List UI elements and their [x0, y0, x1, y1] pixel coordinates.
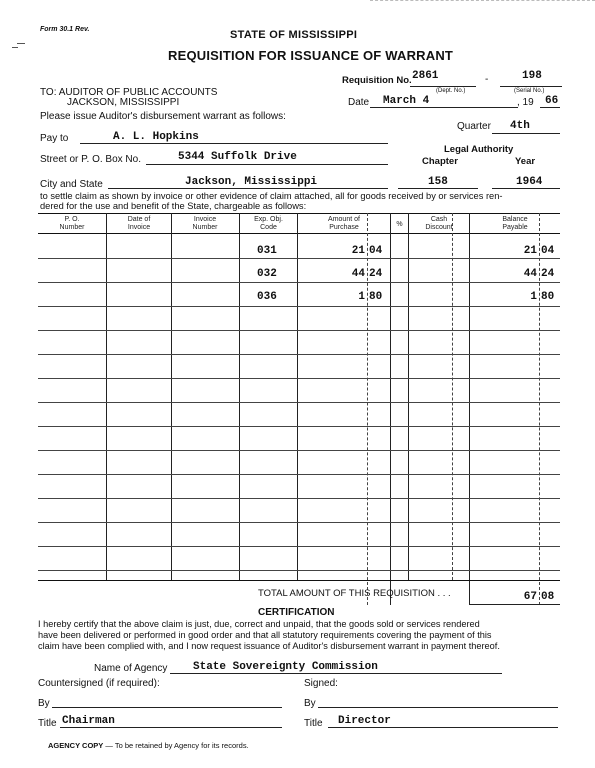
quarter-label: Quarter [457, 121, 491, 132]
legal-year-line [492, 188, 560, 189]
agency-copy-note: — To be retained by Agency for its records. [103, 741, 249, 750]
title-label-right: Title [304, 718, 323, 729]
table-row-line [38, 306, 560, 307]
title-label-left: Title [38, 718, 57, 729]
date-line [370, 107, 518, 108]
table-row-line [38, 354, 560, 355]
certification-title: CERTIFICATION [258, 607, 335, 618]
street-line [146, 164, 388, 165]
row-exp-code: 032 [257, 268, 277, 280]
total-dollars: 67 [523, 591, 537, 603]
header-date-of-invoice: Date of Invoice [127, 216, 151, 231]
row-balance-dollars: 1 [530, 291, 537, 303]
requisition-label: Requisition No. [342, 75, 412, 86]
certification-line3: claim have been complied with, and I now request issuance of Auditor's disbursement warrant in payment thereof. [38, 641, 500, 651]
by-label-left: By [38, 698, 50, 709]
row-amount-dollars: 1 [358, 291, 365, 303]
pay-to-label: Pay to [40, 133, 69, 144]
total-cents: 08 [541, 591, 555, 603]
pay-to-value: A. L. Hopkins [113, 131, 199, 143]
form-title: REQUISITION FOR ISSUANCE OF WARRANT [168, 48, 454, 63]
row-balance-cents: 24 [541, 268, 555, 280]
dept-no-line [410, 86, 476, 87]
col-divider [171, 213, 172, 580]
serial-no-line [500, 86, 562, 87]
table-header-border [38, 233, 560, 234]
street-label: Street or P. O. Box No. [40, 154, 141, 165]
col-divider [106, 213, 107, 580]
col-divider [408, 213, 409, 580]
left-title-value: Chairman [62, 715, 115, 727]
row-amount-dollars: 21 [351, 245, 365, 257]
header-amount-of-purchase: Amount of Purchase [328, 216, 360, 231]
by-line-right [318, 707, 558, 708]
table-row-line [38, 426, 560, 427]
table-row-line [38, 570, 560, 571]
signed-label: Signed: [304, 678, 338, 689]
table-row-line [38, 498, 560, 499]
row-balance-dollars: 44 [523, 268, 537, 280]
settle-text-line2: dered for the use and benefit of the State, chargeable as follows: [40, 201, 307, 211]
date-month-day: March 4 [383, 95, 430, 107]
dept-no-caption: (Dept. No.) [436, 88, 466, 94]
form-number: Form 30.1 Rev. [40, 26, 90, 33]
row-amount-cents: 24 [369, 268, 383, 280]
year-label: Year [515, 156, 536, 167]
table-row-line [38, 378, 560, 379]
table-row-line [38, 546, 560, 547]
date-year-suffix: 66 [545, 95, 559, 107]
certification-line2: have been delivered or performed in good order and that all statutory requirements covering the payment of this [38, 630, 492, 640]
requisition-dash: - [485, 74, 489, 85]
addressee-line2: JACKSON, MISSISSIPPI [67, 97, 180, 108]
legal-year-value: 1964 [516, 176, 543, 188]
by-label-right: By [304, 698, 316, 709]
row-amount-cents: 80 [369, 291, 383, 303]
header-exp-obj-code: Exp. Obj. Code [254, 216, 283, 231]
agency-label: Name of Agency [94, 663, 168, 674]
date-year-prefix: , 19 [517, 97, 534, 108]
right-title-value: Director [338, 715, 391, 727]
title-line-left [60, 727, 282, 728]
by-line-left [52, 707, 282, 708]
date-label: Date [348, 97, 370, 108]
row-balance-cents: 80 [541, 291, 555, 303]
table-row-line [38, 282, 560, 283]
agency-line [170, 673, 502, 674]
table-row-line [38, 402, 560, 403]
addressee-line1: TO: AUDITOR OF PUBLIC ACCOUNTS [40, 87, 218, 98]
total-label: TOTAL AMOUNT OF THIS REQUISITION . . . [258, 588, 451, 599]
serial-no-caption: (Serial No.) [514, 88, 545, 94]
chapter-value: 158 [428, 176, 448, 188]
row-exp-code: 036 [257, 291, 277, 303]
requisition-dept-no: 2861 [412, 70, 439, 82]
date-year-line [540, 107, 560, 108]
quarter-line [492, 133, 560, 134]
row-exp-code: 031 [257, 245, 277, 257]
countersigned-label: Countersigned (if required): [38, 678, 160, 689]
settle-text-line1: to settle claim as shown by invoice or other evidence of claim attached, all for goods received by or services ren- [40, 191, 503, 201]
header-po-number: P. O. Number [59, 216, 85, 231]
certification-line1: I hereby certify that the above claim is just, due, correct and unpaid, that the goods sold or services rendered [38, 619, 480, 629]
header-balance-payable: Balance Payable [502, 216, 528, 231]
table-row-line [38, 330, 560, 331]
state-title: STATE OF MISSISSIPPI [230, 29, 358, 41]
row-balance-dollars: 21 [523, 245, 537, 257]
header-percent: % [396, 221, 403, 228]
row-amount-cents: 04 [369, 245, 383, 257]
quarter-value: 4th [510, 120, 530, 132]
header-invoice-number: Invoice Number [192, 216, 218, 231]
street-value: 5344 Suffolk Drive [178, 151, 297, 163]
margin-mark [17, 43, 25, 44]
page-edge-mark [370, 0, 595, 1]
agency-copy-footer [48, 741, 249, 750]
city-state-label: City and State [40, 179, 103, 190]
legal-authority-label: Legal Authority [444, 144, 514, 155]
header-cash-discount: Cash Discount [425, 216, 453, 231]
total-underline [470, 604, 560, 605]
chapter-label: Chapter [422, 156, 458, 167]
table-row-line [38, 522, 560, 523]
city-state-line [108, 188, 388, 189]
instruction-text: Please issue Auditor's disbursement warrant as follows: [40, 111, 286, 122]
agency-copy-label: AGENCY COPY [48, 741, 104, 750]
row-amount-dollars: 44 [351, 268, 365, 280]
requisition-serial-no: 198 [522, 70, 542, 82]
table-top-border [38, 213, 560, 214]
row-balance-cents: 04 [541, 245, 555, 257]
pay-to-line [80, 143, 388, 144]
margin-mark [12, 47, 18, 48]
table-row-line [38, 450, 560, 451]
city-state-value: Jackson, Mississippi [185, 176, 318, 188]
agency-value: State Sovereignty Commission [193, 661, 378, 673]
table-row-line [38, 258, 560, 259]
table-bottom-border [38, 580, 560, 581]
table-row-line [38, 474, 560, 475]
col-divider [239, 213, 240, 580]
chapter-line [398, 188, 478, 189]
col-divider [452, 213, 453, 580]
title-line-right [328, 727, 558, 728]
